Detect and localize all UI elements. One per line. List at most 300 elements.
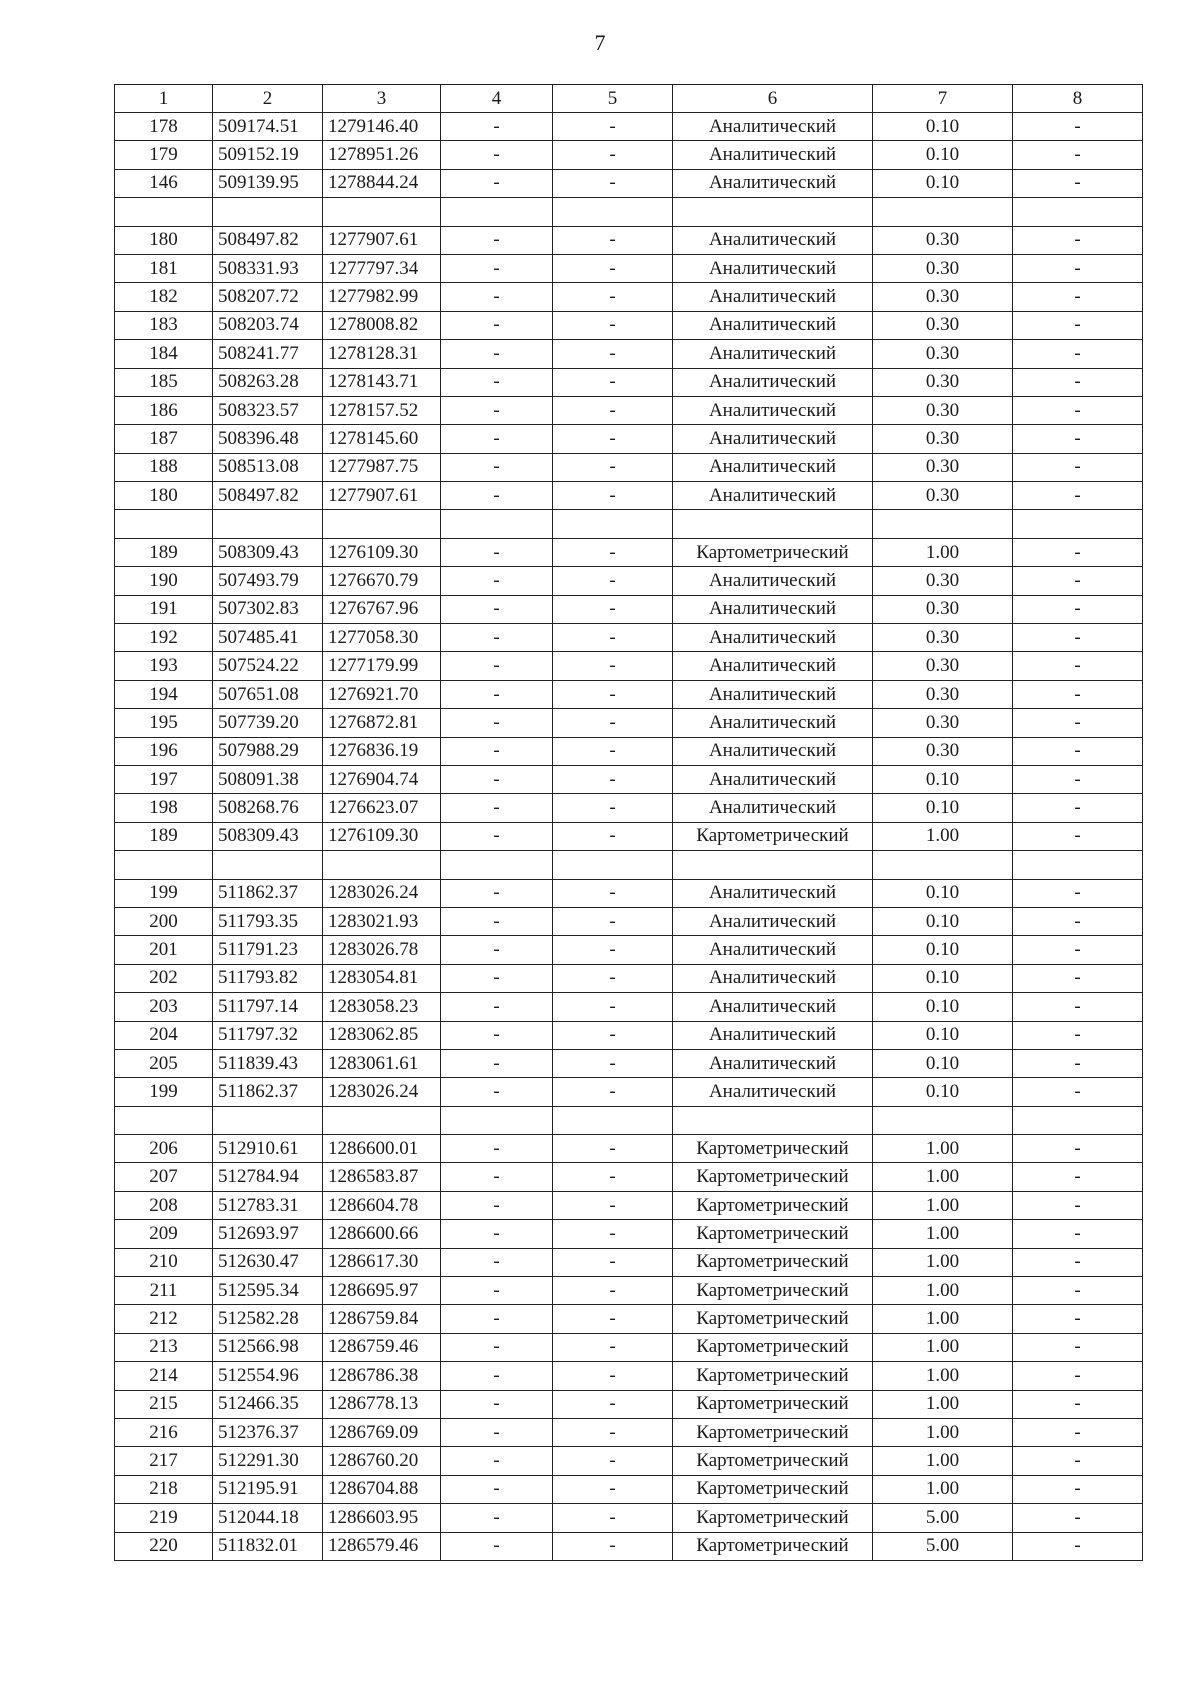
table-cell: - (553, 482, 673, 510)
table-cell: Аналитический (673, 907, 873, 935)
table-cell: 183 (115, 311, 213, 339)
table-row (115, 1504, 1143, 1532)
table-cell: Картометрический (673, 1362, 873, 1390)
table-cell: - (553, 1333, 673, 1361)
table-cell: Аналитический (673, 283, 873, 311)
table-cell: 509174.51 (213, 113, 323, 141)
table-cell: Аналитический (673, 311, 873, 339)
table-cell: 0.30 (873, 595, 1013, 623)
table-cell: 1286600.66 (323, 1220, 441, 1248)
table-cell: - (1013, 226, 1143, 254)
table-row (115, 340, 1143, 368)
table-cell: - (553, 567, 673, 595)
table-cell: - (553, 1305, 673, 1333)
table-cell: - (553, 1078, 673, 1106)
table-cell: Аналитический (673, 396, 873, 424)
table-cell: 1276872.81 (323, 709, 441, 737)
table-cell: - (553, 936, 673, 964)
table-cell: 507524.22 (213, 652, 323, 680)
table-cell: 180 (115, 226, 213, 254)
table-cell (673, 198, 873, 226)
table-cell: Аналитический (673, 595, 873, 623)
table-cell: - (553, 311, 673, 339)
table-cell: - (441, 368, 553, 396)
table-cell: - (553, 1390, 673, 1418)
table-cell: - (441, 907, 553, 935)
table-cell: - (1013, 169, 1143, 197)
table-cell (115, 510, 213, 538)
table-cell: Картометрический (673, 1305, 873, 1333)
table-cell: 192 (115, 624, 213, 652)
table-cell: 512044.18 (213, 1504, 323, 1532)
table-cell: Аналитический (673, 425, 873, 453)
table-cell: 199 (115, 1078, 213, 1106)
table-cell: 1276670.79 (323, 567, 441, 595)
column-header: 5 (553, 85, 673, 113)
table-cell: 1286600.01 (323, 1135, 441, 1163)
table-cell: Аналитический (673, 964, 873, 992)
table-cell: - (1013, 765, 1143, 793)
table-cell: 1277907.61 (323, 482, 441, 510)
table-cell: 512554.96 (213, 1362, 323, 1390)
table-cell: 195 (115, 709, 213, 737)
table-cell: 203 (115, 993, 213, 1021)
table-cell: 1277907.61 (323, 226, 441, 254)
table-row (115, 1305, 1143, 1333)
table-cell: 1.00 (873, 1305, 1013, 1333)
table-cell: 0.10 (873, 794, 1013, 822)
table-cell: Аналитический (673, 794, 873, 822)
table-cell: 512630.47 (213, 1248, 323, 1276)
table-cell: 218 (115, 1475, 213, 1503)
table-cell: 511791.23 (213, 936, 323, 964)
table-cell: - (441, 765, 553, 793)
table-cell: - (553, 680, 673, 708)
table-cell: - (1013, 1021, 1143, 1049)
table-cell: - (553, 765, 673, 793)
table-cell: 191 (115, 595, 213, 623)
table-cell: 1276921.70 (323, 680, 441, 708)
table-cell: 0.30 (873, 311, 1013, 339)
table-cell: 186 (115, 396, 213, 424)
table-cell: - (553, 879, 673, 907)
table-cell: 1276109.30 (323, 538, 441, 566)
table-cell: - (441, 624, 553, 652)
table-cell: 512376.37 (213, 1418, 323, 1446)
table-row (115, 822, 1143, 850)
table-row (115, 1532, 1143, 1560)
table-cell: 508241.77 (213, 340, 323, 368)
table-cell: 1.00 (873, 822, 1013, 850)
table-cell: - (1013, 1305, 1143, 1333)
table-row (115, 113, 1143, 141)
table-cell: 1283054.81 (323, 964, 441, 992)
table-cell: 508207.72 (213, 283, 323, 311)
table-cell: 187 (115, 425, 213, 453)
table-cell: - (1013, 113, 1143, 141)
table-cell: - (441, 226, 553, 254)
table-cell: - (441, 141, 553, 169)
table-cell: 1283026.24 (323, 879, 441, 907)
table-cell: - (553, 1191, 673, 1219)
table-cell: 508513.08 (213, 453, 323, 481)
table-cell: 1277797.34 (323, 254, 441, 282)
table-row (115, 453, 1143, 481)
table-cell: 512783.31 (213, 1191, 323, 1219)
table-cell: - (1013, 567, 1143, 595)
table-row (115, 1248, 1143, 1276)
table-cell: 511797.14 (213, 993, 323, 1021)
table-row (115, 1333, 1143, 1361)
table-row (115, 482, 1143, 510)
table-cell: 1286603.95 (323, 1504, 441, 1532)
table-cell: 1283026.24 (323, 1078, 441, 1106)
table-cell: - (553, 624, 673, 652)
table-cell: 0.10 (873, 1078, 1013, 1106)
table-cell: 190 (115, 567, 213, 595)
table-cell: - (553, 283, 673, 311)
table-cell: 1277179.99 (323, 652, 441, 680)
table-cell (553, 198, 673, 226)
table-row (115, 765, 1143, 793)
table-cell: 508203.74 (213, 311, 323, 339)
table-cell: Аналитический (673, 169, 873, 197)
table-cell: - (441, 283, 553, 311)
table-cell: 193 (115, 652, 213, 680)
table-cell: - (441, 822, 553, 850)
table-cell: Картометрический (673, 1504, 873, 1532)
table-cell: - (553, 737, 673, 765)
table-cell: - (553, 396, 673, 424)
column-header: 1 (115, 85, 213, 113)
table-cell: 0.10 (873, 993, 1013, 1021)
table-cell: 198 (115, 794, 213, 822)
table-cell: Аналитический (673, 652, 873, 680)
table-cell: - (553, 709, 673, 737)
table-row (115, 425, 1143, 453)
table-cell: 0.30 (873, 425, 1013, 453)
table-cell: 1.00 (873, 1163, 1013, 1191)
table-cell: 0.30 (873, 482, 1013, 510)
table-cell: - (553, 1248, 673, 1276)
table-cell: 1278008.82 (323, 311, 441, 339)
table-cell: 1286759.84 (323, 1305, 441, 1333)
table-cell: - (1013, 1362, 1143, 1390)
table-cell: 215 (115, 1390, 213, 1418)
table-cell: 508497.82 (213, 226, 323, 254)
table-cell: 507485.41 (213, 624, 323, 652)
table-cell: 1.00 (873, 1135, 1013, 1163)
table-cell: Аналитический (673, 254, 873, 282)
table-cell: - (441, 425, 553, 453)
table-row (115, 907, 1143, 935)
table-cell: 5.00 (873, 1532, 1013, 1560)
table-cell: 1286769.09 (323, 1418, 441, 1446)
table-cell: - (553, 1220, 673, 1248)
table-cell: 512693.97 (213, 1220, 323, 1248)
table-cell: - (1013, 1277, 1143, 1305)
table-row (115, 311, 1143, 339)
table-cell: - (441, 709, 553, 737)
table-cell: 1286778.13 (323, 1390, 441, 1418)
table-cell: 1278157.52 (323, 396, 441, 424)
table-cell: - (553, 254, 673, 282)
table-cell: - (1013, 1390, 1143, 1418)
table-cell: 507302.83 (213, 595, 323, 623)
table-cell: 1283061.61 (323, 1049, 441, 1077)
column-header: 4 (441, 85, 553, 113)
table-cell: - (553, 1135, 673, 1163)
table-row (115, 1220, 1143, 1248)
table-cell: 1.00 (873, 1390, 1013, 1418)
table-cell: - (441, 1504, 553, 1532)
table-cell: 511793.35 (213, 907, 323, 935)
table-cell: 509152.19 (213, 141, 323, 169)
table-cell: - (1013, 311, 1143, 339)
table-cell (1013, 1106, 1143, 1134)
table-cell: Картометрический (673, 1163, 873, 1191)
table-row (115, 964, 1143, 992)
table-cell: - (441, 1135, 553, 1163)
table-row (115, 1475, 1143, 1503)
page-number: 7 (594, 30, 606, 55)
table-row (115, 936, 1143, 964)
table-cell: 507651.08 (213, 680, 323, 708)
table-cell: - (553, 964, 673, 992)
table-cell: 1286695.97 (323, 1277, 441, 1305)
table-cell: Аналитический (673, 737, 873, 765)
table-cell: 0.30 (873, 340, 1013, 368)
table-cell: - (553, 113, 673, 141)
table-cell: 511862.37 (213, 879, 323, 907)
table-row (115, 624, 1143, 652)
table-cell: 511832.01 (213, 1532, 323, 1560)
table-cell: - (1013, 822, 1143, 850)
table-cell: 196 (115, 737, 213, 765)
table-cell: 207 (115, 1163, 213, 1191)
table-cell: 511862.37 (213, 1078, 323, 1106)
table-cell: 1.00 (873, 1475, 1013, 1503)
table-cell: - (553, 794, 673, 822)
table-cell: 507739.20 (213, 709, 323, 737)
column-header: 2 (213, 85, 323, 113)
table-cell: - (1013, 538, 1143, 566)
table-cell: 1277982.99 (323, 283, 441, 311)
table-cell: 181 (115, 254, 213, 282)
table-cell: - (1013, 396, 1143, 424)
table-cell: 1286759.46 (323, 1333, 441, 1361)
table-cell: - (1013, 680, 1143, 708)
table-cell: 0.30 (873, 652, 1013, 680)
table-cell: - (553, 1418, 673, 1446)
table-cell (441, 198, 553, 226)
table-cell: 204 (115, 1021, 213, 1049)
table-cell: 512595.34 (213, 1277, 323, 1305)
table-cell: - (441, 1277, 553, 1305)
table-cell: - (1013, 1532, 1143, 1560)
table-cell: - (441, 1049, 553, 1077)
table-cell: - (441, 595, 553, 623)
table-row (115, 1163, 1143, 1191)
table-cell: 189 (115, 822, 213, 850)
table-cell: - (441, 567, 553, 595)
table-cell: 511839.43 (213, 1049, 323, 1077)
table-cell: - (1013, 1163, 1143, 1191)
table-cell: 0.30 (873, 680, 1013, 708)
table-cell (673, 510, 873, 538)
table-cell (213, 851, 323, 879)
table-cell: Аналитический (673, 141, 873, 169)
table-row (115, 1447, 1143, 1475)
table-cell: 1283062.85 (323, 1021, 441, 1049)
table-cell: 512582.28 (213, 1305, 323, 1333)
table-cell: 179 (115, 141, 213, 169)
table-cell: - (1013, 993, 1143, 1021)
table-cell: - (441, 1021, 553, 1049)
table-cell: - (1013, 1191, 1143, 1219)
table-cell (323, 510, 441, 538)
table-cell: - (1013, 1078, 1143, 1106)
table-cell: - (441, 1532, 553, 1560)
separator-row (115, 510, 1143, 538)
table-cell: - (1013, 453, 1143, 481)
table-cell: 1277987.75 (323, 453, 441, 481)
table-cell: 213 (115, 1333, 213, 1361)
table-cell: - (553, 169, 673, 197)
table-cell: 1276767.96 (323, 595, 441, 623)
table-cell: - (1013, 709, 1143, 737)
table-cell (673, 1106, 873, 1134)
table-row (115, 1049, 1143, 1077)
table-cell (115, 198, 213, 226)
table-cell (115, 1106, 213, 1134)
table-cell: 1.00 (873, 1447, 1013, 1475)
table-cell: 1.00 (873, 1333, 1013, 1361)
table-cell (323, 851, 441, 879)
table-cell: Аналитический (673, 765, 873, 793)
table-cell: Аналитический (673, 936, 873, 964)
table-cell: Аналитический (673, 340, 873, 368)
table-cell: 0.10 (873, 936, 1013, 964)
table-cell: - (553, 1049, 673, 1077)
table-cell: - (553, 1532, 673, 1560)
table-cell: - (441, 1418, 553, 1446)
table-cell: 0.10 (873, 1021, 1013, 1049)
table-cell: Картометрический (673, 1532, 873, 1560)
table-cell: - (441, 1078, 553, 1106)
table-cell: 0.30 (873, 396, 1013, 424)
table-cell: - (553, 1504, 673, 1532)
table-row (115, 567, 1143, 595)
table-header-row (115, 85, 1143, 113)
table-cell: 5.00 (873, 1504, 1013, 1532)
table-cell: - (553, 368, 673, 396)
table-cell: - (441, 1333, 553, 1361)
table-cell: 512466.35 (213, 1390, 323, 1418)
table-cell: 509139.95 (213, 169, 323, 197)
table-cell: 1286617.30 (323, 1248, 441, 1276)
table-cell: 1279146.40 (323, 113, 441, 141)
table-cell: - (1013, 794, 1143, 822)
table-cell: Аналитический (673, 368, 873, 396)
table-cell: - (1013, 254, 1143, 282)
table-cell: 508497.82 (213, 482, 323, 510)
table-cell: - (1013, 1220, 1143, 1248)
table-cell: - (553, 822, 673, 850)
table-cell: - (441, 879, 553, 907)
table-cell (441, 851, 553, 879)
table-row (115, 283, 1143, 311)
table-cell: Аналитический (673, 1049, 873, 1077)
table-cell (441, 1106, 553, 1134)
column-header: 7 (873, 85, 1013, 113)
table-cell: Картометрический (673, 1191, 873, 1219)
table-cell: 512910.61 (213, 1135, 323, 1163)
table-cell (115, 851, 213, 879)
table-cell: Картометрический (673, 1135, 873, 1163)
table-cell: 214 (115, 1362, 213, 1390)
separator-row (115, 198, 1143, 226)
table-cell: 216 (115, 1418, 213, 1446)
table-cell: - (553, 538, 673, 566)
table-row (115, 680, 1143, 708)
table-row (115, 538, 1143, 566)
table-cell: - (441, 1220, 553, 1248)
table-cell: - (553, 993, 673, 1021)
table-cell: Аналитический (673, 1078, 873, 1106)
table-cell: - (553, 340, 673, 368)
table-cell: 220 (115, 1532, 213, 1560)
table-cell: 508263.28 (213, 368, 323, 396)
table-cell: 508309.43 (213, 538, 323, 566)
table-cell: - (441, 1305, 553, 1333)
table-row (115, 1021, 1143, 1049)
table-cell: 0.30 (873, 567, 1013, 595)
table-cell: - (441, 254, 553, 282)
table-cell: Картометрический (673, 1220, 873, 1248)
table-row (115, 396, 1143, 424)
table-cell: - (441, 311, 553, 339)
table-cell: 0.30 (873, 709, 1013, 737)
table-cell: Аналитический (673, 482, 873, 510)
table-cell: - (553, 1163, 673, 1191)
table-cell: 210 (115, 1248, 213, 1276)
table-cell: 1286704.88 (323, 1475, 441, 1503)
table-cell: 194 (115, 680, 213, 708)
table-cell: 0.10 (873, 169, 1013, 197)
table-cell: 508309.43 (213, 822, 323, 850)
table-cell (873, 510, 1013, 538)
table-cell: 0.10 (873, 113, 1013, 141)
table-cell (873, 198, 1013, 226)
table-cell: - (1013, 879, 1143, 907)
table-cell: 1.00 (873, 1362, 1013, 1390)
table-cell: Аналитический (673, 113, 873, 141)
table-cell: - (1013, 624, 1143, 652)
table-row (115, 1135, 1143, 1163)
table-cell: 511793.82 (213, 964, 323, 992)
table-cell: 508323.57 (213, 396, 323, 424)
table-cell: - (441, 396, 553, 424)
table-cell: - (553, 595, 673, 623)
table-cell: - (1013, 1135, 1143, 1163)
table-cell: 0.10 (873, 907, 1013, 935)
table-cell: - (441, 1248, 553, 1276)
table-cell: Картометрический (673, 1390, 873, 1418)
table-cell (873, 1106, 1013, 1134)
table-cell: 508268.76 (213, 794, 323, 822)
table-cell: - (441, 169, 553, 197)
